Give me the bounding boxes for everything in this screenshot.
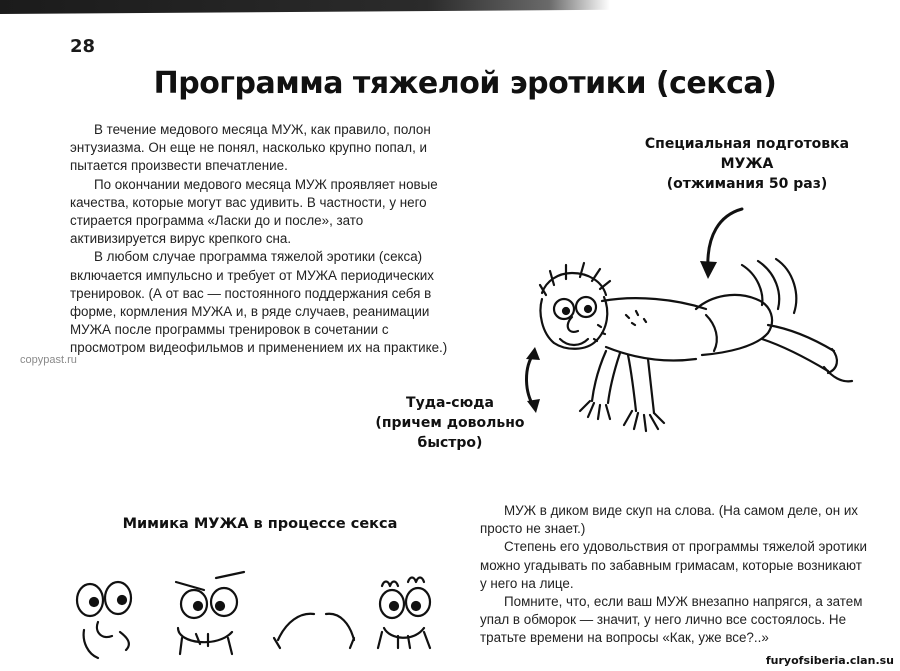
face-frowning-brows-icon	[176, 572, 244, 654]
right-text-block	[480, 502, 872, 648]
faces-row-illustration	[68, 568, 448, 668]
top-rule	[0, 0, 610, 14]
page-title: Программа тяжелой эротики (секса)	[153, 66, 777, 101]
caption-line: (отжимания 50 раз)	[666, 176, 828, 192]
watermark-left: copypast.ru	[20, 354, 77, 366]
face-curly-lashes-icon	[378, 578, 430, 649]
watermark-right: furyofsiberia.clan.su	[765, 654, 894, 667]
paragraph: В течение медового месяца МУЖ, как правило, полон энтузиазма. Он еще не понял, насколько крупно попал, и пытается произвести впечатление.	[70, 122, 431, 174]
paragraph: По окончании медового месяца МУЖ проявляет новые качества, которые могут вас удивить. В частности, у него стирается программа «Ласки до и после», зато активизируется вирус крепкого сна.	[70, 176, 438, 247]
caption-line: быстро)	[417, 435, 483, 451]
page-number: 28	[70, 36, 96, 57]
paragraph: Помните, что, если ваш МУЖ внезапно напрягся, а затем упал в обморок — значит, у него лично все состоялось. Не тратьте времени на вопросы «Как, уже все?..»	[480, 594, 863, 646]
face-grimace-arms-icon	[274, 614, 354, 648]
pushup-man-illustration	[536, 255, 856, 435]
mimic-caption: Мимика МУЖА в процессе секса	[122, 516, 398, 532]
caption-line: Специальная подготовка	[644, 136, 850, 152]
back-forth-caption	[360, 393, 540, 453]
caption-line: МУЖА	[720, 156, 774, 172]
face-wide-eyes-icon	[77, 582, 131, 658]
paragraph: МУЖ в диком виде скуп на слова. (На самом деле, он их просто не знает.)	[480, 503, 858, 537]
paragraph: В любом случае программа тяжелой эротики (секса) включается импульсно и требует от МУЖА периодических тренировок. (А от вас — постоянного поддержания себя в форме, кормления МУЖА и, в ряде случаев, реанимации МУЖА после программы тренировок в сочетании с просмотром видеофильмов и применением их на практике.)	[70, 249, 448, 356]
caption-line: (причем довольно	[375, 415, 525, 431]
left-text-block	[70, 121, 462, 358]
training-caption	[612, 134, 882, 194]
caption-line: Туда-сюда	[406, 395, 494, 411]
paragraph: Степень его удовольствия от программы тяжелой эротики можно угадывать по забавным гримасам, которые возникают у него на лице.	[480, 539, 867, 591]
